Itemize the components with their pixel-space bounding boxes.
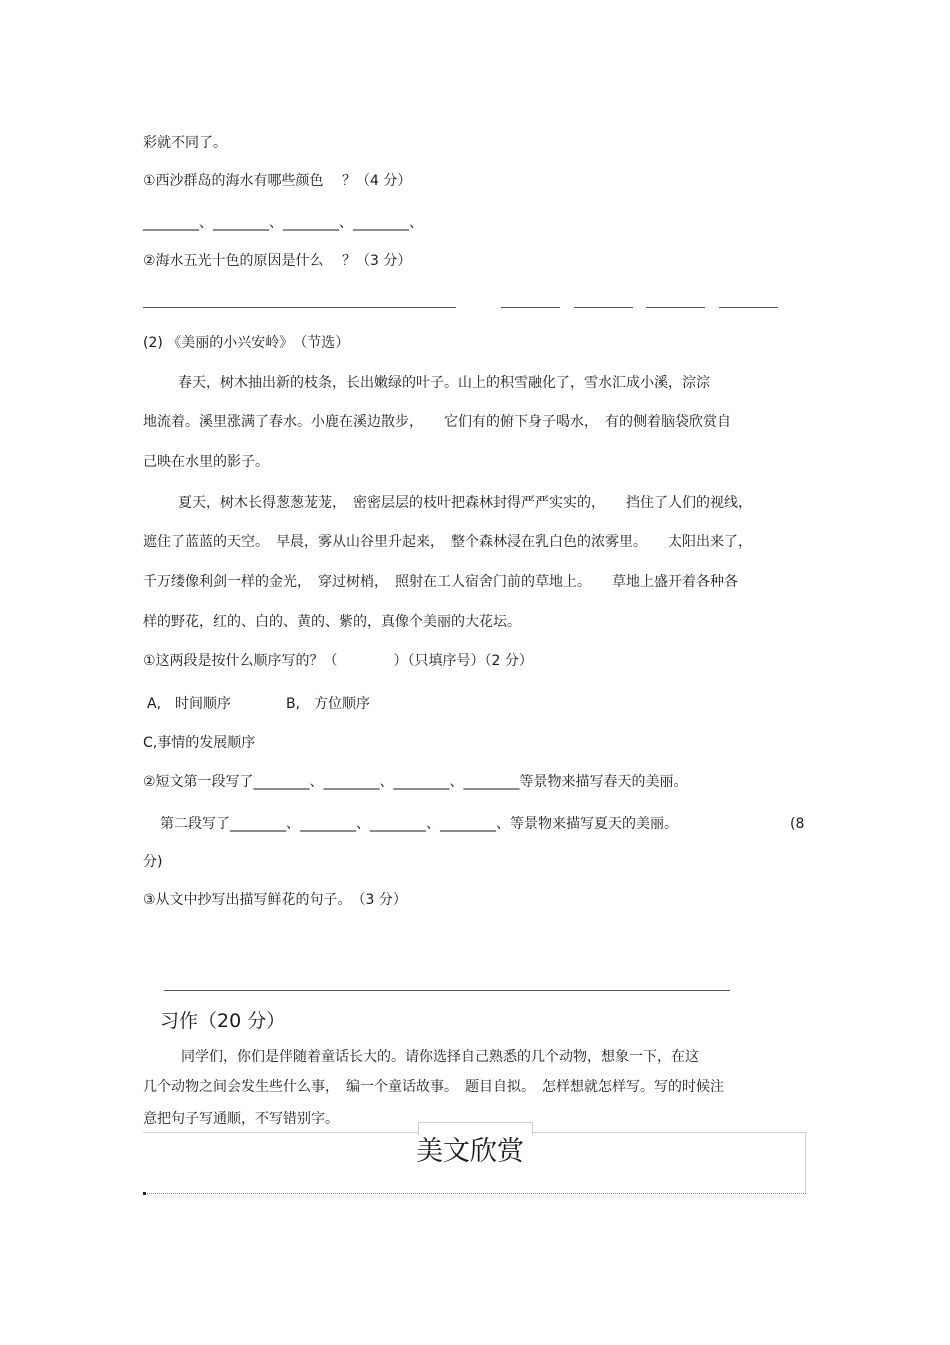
question-c: ③从文中抄写出描写鲜花的句子。 （3 分） (143, 892, 407, 908)
score-label: 分) (143, 854, 163, 870)
section-divider (164, 990, 730, 991)
question-a: ①这两段是按什么顺序写的？（ ）（只填序号）（2 分） (143, 653, 533, 669)
answer-line (501, 307, 560, 308)
paragraph-line: 春天，树木抽出新的枝条，长出嫩绿的叶子。山上的积雪融化了，雪水汇成小溪，淙淙 (178, 375, 710, 391)
answer-line (646, 307, 705, 308)
essay-line: 同学们，你们是伴随着童话长大的。请你选择自己熟悉的几个动物，想象一下，在这 (181, 1049, 699, 1065)
dotted-line (143, 1193, 806, 1194)
paragraph-line: 千万缕像利剑一样的金光， 穿过树梢， 照射在工人宿舍门前的草地上。 草地上盛开着各种各 (143, 574, 738, 590)
question-2: ②海水五光十色的原因是什么 ？（3 分） (143, 253, 412, 269)
essay-line: 几个动物之间会发生些什么事， 编一个童话故事。 题目自拟。 怎样想就怎样写。写的时候注 (143, 1079, 724, 1095)
answer-line (719, 307, 778, 308)
answer-line (574, 307, 633, 308)
paragraph-line: 己映在水里的影子。 (143, 454, 269, 470)
box-heading: 美文欣赏 (416, 1136, 524, 1167)
essay-line: 意把句子写通顺，不写错别字。 (143, 1111, 339, 1127)
option-a: A, 时间顺序 (147, 696, 232, 712)
option-b: B, 方位顺序 (286, 696, 371, 712)
box-tab (418, 1122, 533, 1135)
question-1: ①西沙群岛的海水有哪些颜色 ？（4 分） (143, 173, 412, 189)
paragraph-line: 夏天，树木长得葱葱茏茏， 密密层层的枝叶把森林封得严严实实的， 挡住了人们的视线， (178, 495, 752, 511)
question-b: ②短文第一段写了________、________、________、________等景物来描写春天的美丽。 (143, 774, 688, 790)
corner-dot (143, 1192, 146, 1195)
paragraph-line: 样的野花，红的、白的、黄的、紫的，真像个美丽的大花坛。 (143, 614, 521, 630)
paragraph-line: 遮住了蓝蓝的天空。 早晨，雾从山谷里升起来， 整个森林浸在乳白色的浓雾里。 太阳出来了， (143, 534, 752, 550)
text-line: 彩就不同了。 (143, 135, 227, 151)
question-b-continued: 第二段写了________、________、________、________、等景物来描写夏天的美丽。 (160, 816, 678, 832)
essay-title: 习作（20 分） (160, 1010, 286, 1032)
score-label: (8 (790, 816, 805, 832)
paragraph-line: 地流着。溪里涨满了春水。小鹿在溪边散步， 它们有的俯下身子喝水， 有的侧着脑袋欣赏自 (143, 414, 731, 430)
passage-title: (2) 《美丽的小兴安岭》 （节选） (143, 335, 350, 351)
answer-blanks-1: ________、________、________、________、 (143, 215, 423, 231)
answer-line (143, 307, 456, 308)
option-c: C,事情的发展顺序 (143, 735, 256, 751)
